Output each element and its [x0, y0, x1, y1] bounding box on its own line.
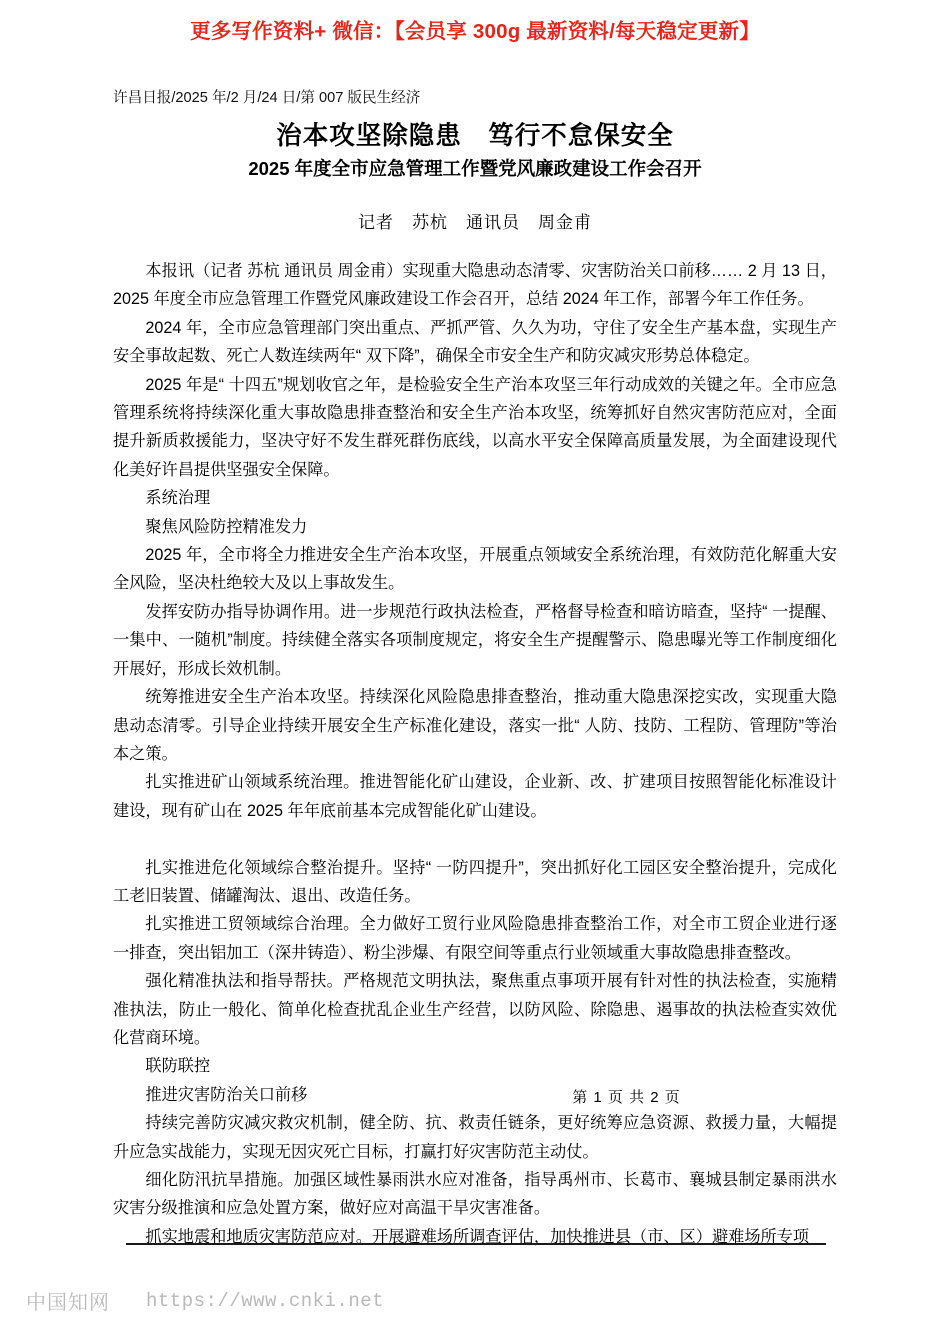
page-footer: [0, 1086, 950, 1107]
document-content: [113, 88, 837, 1251]
page-subtitle: 2025 年度全市应急管理工作暨党风廉政建设工作会召开: [248, 158, 702, 179]
cnki-watermark: [26, 1286, 384, 1315]
paragraph-spacer: [113, 825, 837, 853]
section-subheading: 推进灾害防治关口前移: [145, 1085, 308, 1104]
cnki-brand-label: 中国知网: [26, 1292, 110, 1314]
body-paragraph: 2025 年，全市将全力推进安全生产治本攻坚，开展重点领域安全系统治理，有效防范化解重大安全风险，坚决杜绝较大及以上事故发生。: [113, 546, 837, 593]
body-paragraph: 统筹推进安全生产治本攻坚。持续深化风险隐患排查整治，推动重大隐患深挖实改，实现重大隐患动态清零。引导企业持续开展安全生产标准化建设，落实一批“ 人防、技防、工程防、管理防”等治本之策。: [113, 688, 837, 763]
source-citation-text: 许昌日报/2025 年/2 月/24 日/第 007 版民生经济: [113, 90, 421, 106]
body-paragraph: 发挥安防办指导协调作用。进一步规范行政执法检查，严格督导检查和暗访暗查，坚持“ 一提醒、一集中、一随机”制度。持续健全落实各项制度规定，将安全生产提醒警示、隐患曝光等工作制度细化开展好，形成长效机制。: [113, 602, 837, 678]
byline: 记者 苏杭 通讯员 周金甫: [358, 213, 592, 232]
body-paragraph: 扎实推进矿山领域系统治理。推进智能化矿山建设，企业新、改、扩建项目按照智能化标准设计建设，现有矿山在 2025 年年底前基本完成智能化矿山建设。: [113, 773, 837, 820]
page-number-label: 第 1 页 共 2 页: [572, 1089, 681, 1106]
body-paragraph: 2024 年，全市应急管理部门突出重点、严抓严管、久久为功，守住了安全生产基本盘，实现生产安全事故起数、死亡人数连续两年“ 双下降”，确保全市安全生产和防灾减灾形势总体稳定。: [113, 318, 837, 366]
body-paragraph: 扎实推进危化领域综合整治提升。坚持“ 一防四提升”，突出抓好化工园区安全整治提升，完成化工老旧装置、储罐淘汰、退出、改造任务。: [113, 858, 837, 905]
body-paragraph: 持续完善防灾减灾救灾机制，健全防、抗、救责任链条，更好统筹应急资源、救援力量，大幅提升应急实战能力，实现无因灾死亡目标，打赢打好灾害防范主动仗。: [113, 1114, 837, 1161]
body-paragraph: 2025 年是“ 十四五”规划收官之年，是检验安全生产治本攻坚三年行动成效的关键之年。全市应急管理系统将持续深化重大事故隐患排查整治和安全生产治本攻坚，统筹抓好自然灾害防范应对，全面提升新质救援能力，坚决守好不发生群死群伤底线，以高水平安全保障高质量发展，为全面建设现代化美好许昌提供坚强安全保障。: [113, 375, 837, 479]
section-subheading: 聚焦风险防控精准发力: [145, 517, 308, 536]
body-paragraph: 扎实推进工贸领域综合治理。全力做好工贸行业风险隐患排查整治工作，对全市工贸企业进行逐一排查，突出铝加工（深井铸造）、粉尘涉爆、有限空间等重点行业领域重大事故隐患排查整改。: [113, 915, 837, 962]
footer-divider: [126, 1243, 826, 1245]
body-paragraph: 抓实地震和地质灾害防范应对。开展避难场所调查评估，加快推进县（市、区）避难场所专项: [145, 1227, 810, 1246]
body-paragraph: 细化防汛抗旱措施。加强区域性暴雨洪水应对准备，指导禹州市、长葛市、襄城县制定暴雨洪水灾害分级推演和应急处置方案，做好应对高温干旱灾害准备。: [113, 1170, 837, 1218]
source-citation-line: [113, 88, 837, 109]
page-title: 治本攻坚除隐患 笃行不怠保安全: [276, 122, 674, 150]
body-paragraph: 本报讯（记者 苏杭 通讯员 周金甫）实现重大隐患动态清零、灾害防治关口前移…… 2 月 13 日，2025 年度全市应急管理工作暨党风廉政建设工作会召开，总结 2024 年工作，部署今年工作任务。: [113, 262, 837, 309]
promo-banner-text: 更多写作资料+ 微信：【会员享 300g 最新资料/每天稳定更新】: [190, 20, 760, 43]
cnki-url-label: https://www.cnki.net: [146, 1289, 385, 1312]
section-heading: 联防联控: [145, 1057, 211, 1076]
body-paragraph: 强化精准执法和指导帮扶。严格规范文明执法，聚焦重点事项开展有针对性的执法检查，实施精准执法，防止一般化、简单化检查扰乱企业生产经营，以防风险、除隐患、遏事故的执法检查实效优化营商环境。: [113, 972, 837, 1047]
section-heading: 系统治理: [145, 489, 211, 508]
